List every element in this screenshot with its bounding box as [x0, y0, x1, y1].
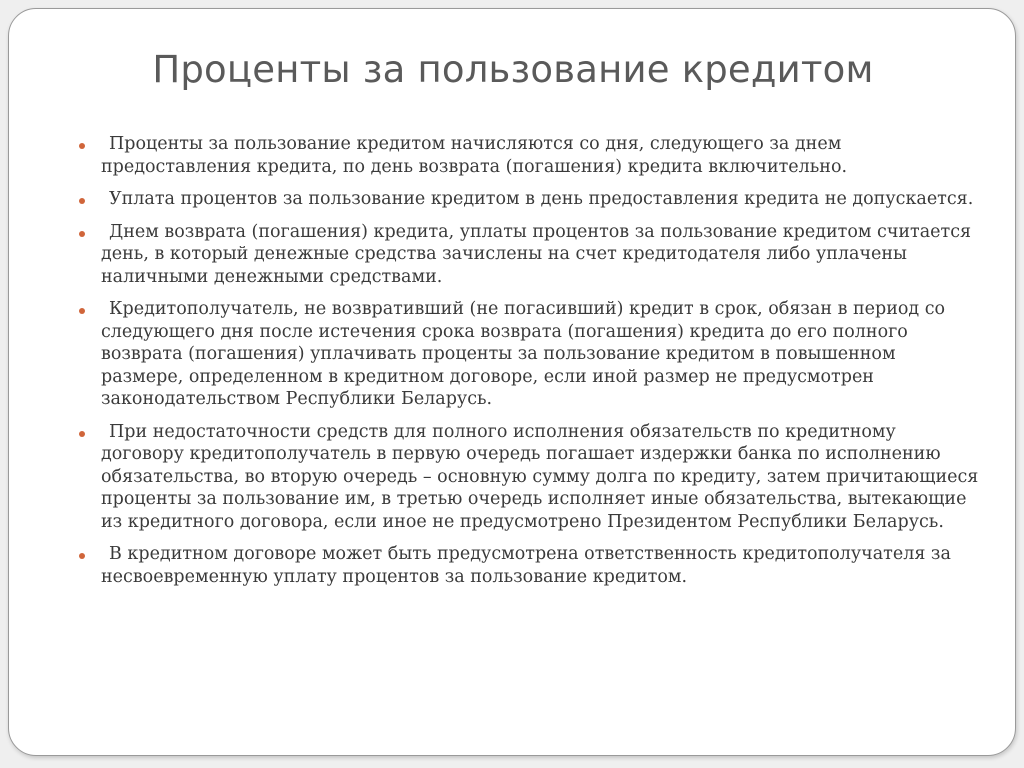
list-item	[101, 221, 981, 289]
list-item	[101, 543, 981, 588]
list-item	[101, 421, 981, 534]
bullet-text: При недостаточности средств для полного исполнения обязательств по кредитному договору кредитополучатель в первую очередь погашает издержки банка по исполнению обязательства, во вторую очередь – основную сумму долга по кредиту, затем причитающиеся проценты за пользование им, в третью очередь исполняет иные обязательства, вытекающие из кредитного договора, если иное не предусмотрено Президентом Республики Беларусь.	[101, 421, 979, 532]
bullet-list	[101, 133, 981, 598]
bullet-dot-icon	[79, 143, 85, 149]
bullet-dot-icon	[79, 431, 85, 437]
slide	[8, 8, 1016, 756]
bullet-text: Уплата процентов за пользование кредитом в день предоставления кредита не допускается.	[109, 189, 974, 209]
bullet-dot-icon	[79, 553, 85, 559]
bullet-dot-icon	[79, 198, 85, 204]
slide-title: Проценты за пользование кредитом	[152, 48, 874, 91]
bullet-text: Днем возврата (погашения) кредита, уплаты процентов за пользование кредитом считается день, в который денежные средства зачислены на счет кредитодателя либо уплачены наличными денежными средствами.	[101, 221, 972, 287]
list-item	[101, 133, 981, 178]
bullet-text: Кредитополучатель, не возвративший (не погасивший) кредит в срок, обязан в период со следующего дня после истечения срока возврата (погашения) кредита до его полного возврата (погашения) уплачивать проценты за пользование кредитом в повышенном размере, определенном в кредитном договоре, если иной размер не предусмотрен законодательством Республики Беларусь.	[101, 299, 946, 409]
bullet-text: Проценты за пользование кредитом начисляются со дня, следующего за днем предоставления кредита, по день возврата (погашения) кредита включительно.	[101, 134, 848, 177]
bullet-dot-icon	[79, 308, 85, 314]
list-item	[101, 188, 981, 211]
bullet-text: В кредитном договоре может быть предусмотрена ответственность кредитополучателя за несвоевременную уплату процентов за пользование кредитом.	[101, 544, 951, 587]
bullet-dot-icon	[79, 231, 85, 237]
list-item	[101, 298, 981, 411]
